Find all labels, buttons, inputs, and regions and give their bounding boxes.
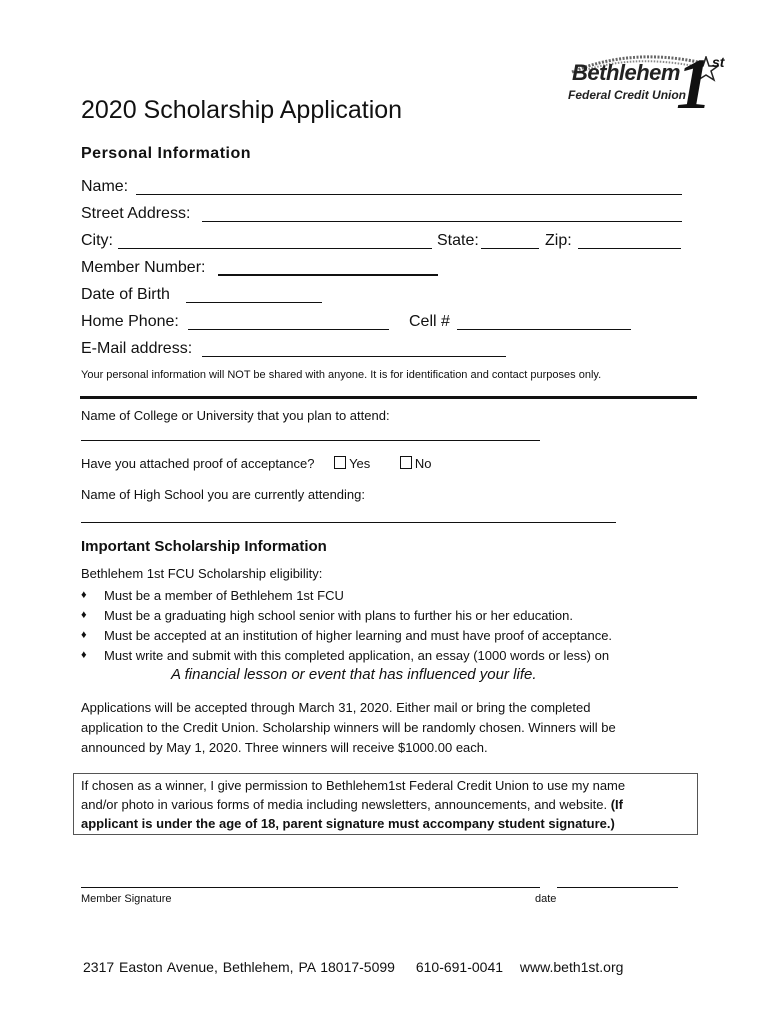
date-field[interactable] [557,887,678,888]
eligibility-item-2: Must be a graduating high school senior with plans to further his or her education. [104,608,573,623]
date-of-birth-label: Date of Birth [81,286,170,303]
permission-line-2-text: and/or photo in various forms of media including newsletters, announcements, and website. [81,797,611,812]
eligibility-item-1: Must be a member of Bethlehem 1st FCU [104,588,344,603]
email-label: E-Mail address: [81,340,193,357]
privacy-note: Your personal information will NOT be shared with anyone. It is for identification and contact purposes only. [81,369,602,381]
permission-line-3: applicant is under the age of 18, parent signature must accompany student signature.) [81,816,615,831]
footer-website[interactable]: www.beth1st.org [519,959,624,975]
zip-label: Zip: [545,232,572,249]
proof-question-text: Have you attached proof of acceptance? [81,456,315,471]
street-address-field[interactable] [202,221,682,222]
bullet-glyph-3: ♦ [81,629,87,641]
logo-mark: 1 [676,44,712,124]
footer-phone: 610-691-0041 [415,959,504,975]
cell-field[interactable] [457,329,631,330]
eligibility-intro: Bethlehem 1st FCU Scholarship eligibility: [81,566,323,581]
member-signature-field[interactable] [81,887,540,888]
yes-label: Yes [349,456,371,471]
personal-info-heading: Personal Information [81,145,252,162]
college-label: Name of College or University that you plan to attend: [81,408,390,423]
logo-subtitle: Federal Credit Union [568,88,687,102]
no-checkbox[interactable] [400,456,412,469]
no-label: No [414,456,432,471]
footer [83,959,623,975]
name-label: Name: [81,178,129,195]
college-field[interactable] [81,440,540,441]
essay-topic: A financial lesson or event that has influenced your life. [171,666,537,683]
bullet-glyph-4: ♦ [81,649,87,661]
state-label: State: [437,232,479,249]
applications-paragraph-line-2: application to the Credit Union. Scholarship winners will be randomly chosen. Winners will be [81,720,616,735]
section-divider [80,396,697,399]
city-label: City: [81,232,113,249]
applications-paragraph-line-3: announced by May 1, 2020. Three winners will receive $1000.00 each. [81,740,488,755]
no-option[interactable] [400,456,432,471]
logo-mark-suffix: st [712,54,725,70]
eligibility-item-4: Must write and submit with this completed application, an essay (1000 words or less) on [104,648,610,663]
member-signature-label: Member Signature [81,893,172,905]
email-field[interactable] [202,356,506,357]
state-field[interactable] [481,248,539,249]
cell-label: Cell # [409,313,450,330]
home-phone-label: Home Phone: [81,313,179,330]
member-number-field[interactable] [218,274,438,276]
permission-line-2-bold: (If [610,797,623,812]
yes-option[interactable] [334,456,370,471]
page-title: 2020 Scholarship Application [81,96,403,124]
high-school-label: Name of High School you are currently attending: [81,487,365,502]
member-number-label: Member Number: [81,259,206,276]
street-address-label: Street Address: [81,205,191,222]
logo-name: Bethlehem [572,60,680,85]
date-label: date [535,893,557,905]
yes-checkbox[interactable] [334,456,346,469]
date-of-birth-field[interactable] [186,302,322,303]
high-school-field[interactable] [81,522,616,523]
proof-question [81,456,432,471]
bullet-glyph-2: ♦ [81,609,87,621]
name-field[interactable] [136,194,682,195]
city-field[interactable] [118,248,432,249]
footer-address: 2317 Easton Avenue, Bethlehem, PA 18017-5099 [83,959,395,975]
permission-line-1: If chosen as a winner, I give permission to Bethlehem1st Federal Credit Union to use my name [81,778,626,793]
bullet-glyph-1: ♦ [81,589,87,601]
eligibility-item-3: Must be accepted at an institution of higher learning and must have proof of acceptance. [104,628,613,643]
applications-paragraph-line-1: Applications will be accepted through March 31, 2020. Either mail or bring the completed [81,700,591,715]
permission-line-2 [81,797,623,812]
home-phone-field[interactable] [188,329,389,330]
scholarship-info-heading: Important Scholarship Information [81,538,327,555]
zip-field[interactable] [578,248,681,249]
